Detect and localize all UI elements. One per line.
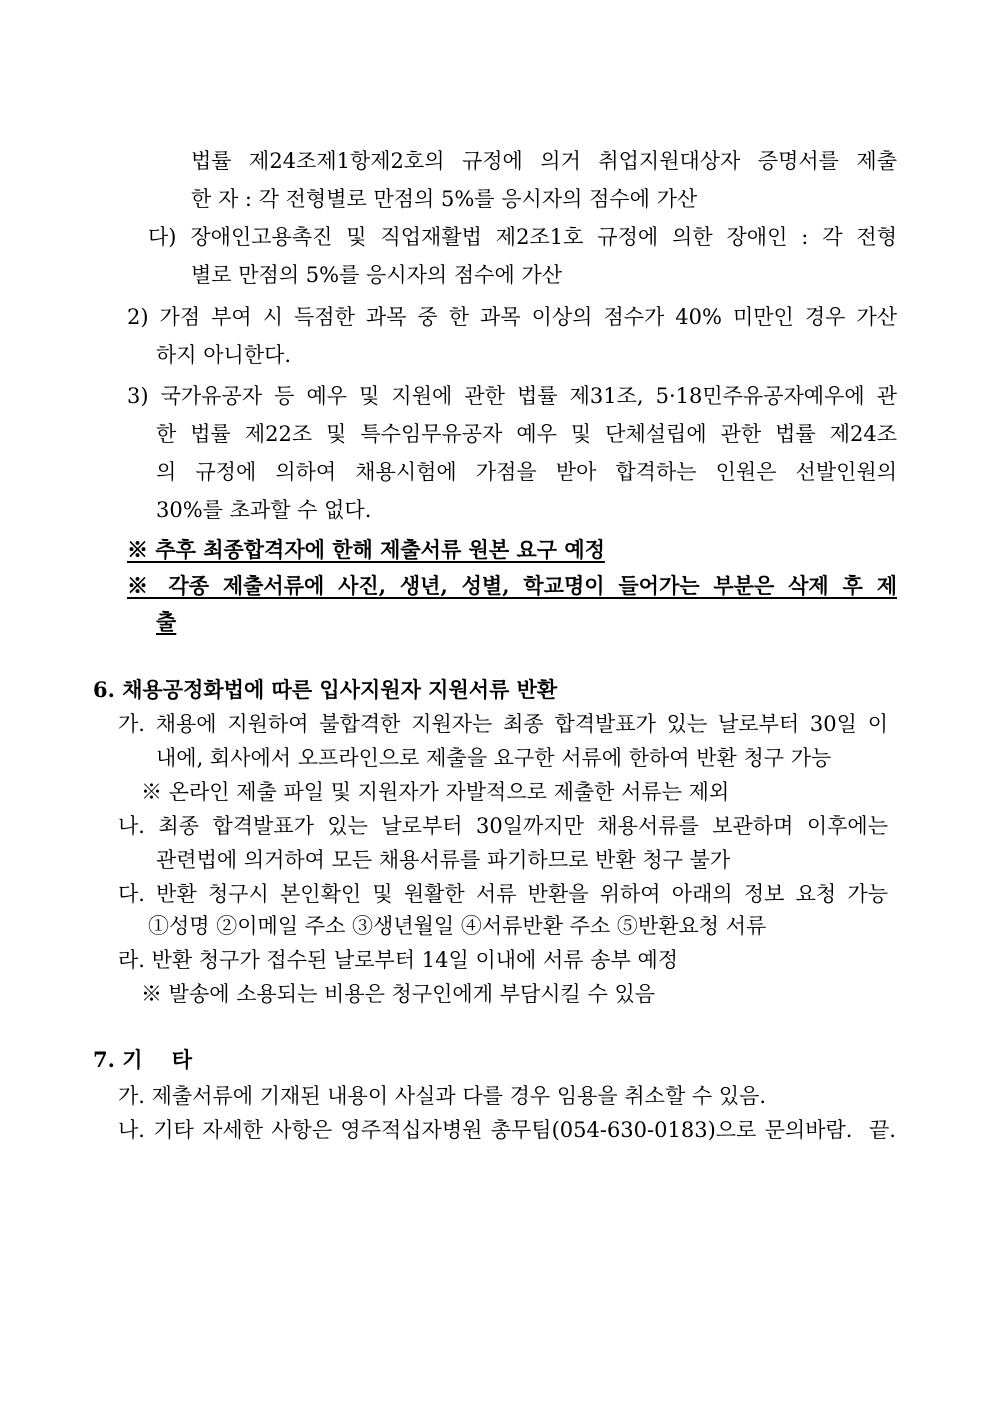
note-original-documents [127,535,605,565]
section6-heading: 6. 채용공정화법에 따른 입사지원자 지원서류 반환 [93,677,558,702]
section6-ra-note: ※ 발송에 소용되는 비용은 청구인에게 부담시킬 수 있음 [141,982,656,1006]
section7-heading: 7. 기 타 [93,1047,193,1072]
section7-na: 나. 기타 자세한 사항은 영주적십자병원 총무팀(054-630-0183)으로 문의바람. 끝. [118,1118,896,1142]
note-original-documents-text: ※ 추후 최종합격자에 한해 제출서류 원본 요구 예정 [127,537,605,562]
item3-line3: 의 규정에 의하여 채용시험에 가점을 받아 합격하는 인원은 선발인원의 [156,460,897,484]
item2-line1: 2) 가점 부여 시 득점한 과목 중 한 과목 이상의 점수가 40% 미만인 경우 가산 [127,305,897,329]
note-remove-personal-info-line2 [156,607,176,637]
section7-ga: 가. 제출서류에 기재된 내용이 사실과 다를 경우 임용을 취소할 수 있음. [118,1084,767,1108]
section6-ga-note: ※ 온라인 제출 파일 및 지원자가 자발적으로 제출한 서류는 제외 [141,780,730,804]
note-remove-personal-info-line2-text: 출 [156,609,177,634]
item1-b-cont-line1: 법률 제24조제1항제2호의 규정에 의거 취업지원대상자 증명서를 제출 [191,149,897,173]
item1-c-line1: 다) 장애인고용촉진 및 직업재활법 제2조1호 규정에 의한 장애인 : 각 전형 [148,225,897,249]
section6-da-line2: ①성명 ②이메일 주소 ③생년월일 ④서류반환 주소 ⑤반환요청 서류 [148,914,767,938]
section6-da-line1: 다. 반환 청구시 본인확인 및 원활한 서류 반환을 위하여 아래의 정보 요청 가능 [118,882,888,906]
item3-line4: 30%를 초과할 수 없다. [156,498,372,522]
item3-line1: 3) 국가유공자 등 예우 및 지원에 관한 법률 제31조, 5·18민주유공자예우에 관 [127,384,897,408]
note-remove-personal-info-line1: ※ 각종 제출서류에 사진, 생년, 성별, 학교명이 들어가는 부분은 삭제 후 제 [127,573,897,598]
section6-ra-line1: 라. 반환 청구가 접수된 날로부터 14일 이내에 서류 송부 예정 [118,948,679,972]
item2-line2: 하지 아니한다. [156,343,292,367]
section6-ga-line1: 가. 채용에 지원하여 불합격한 지원자는 최종 합격발표가 있는 날로부터 30일 이 [118,712,888,736]
item1-c-line2: 별로 만점의 5%를 응시자의 점수에 가산 [191,263,562,287]
section6-na-line2: 관련법에 의거하여 모든 채용서류를 파기하므로 반환 청구 불가 [156,848,731,872]
section6-ga-line2: 내에, 회사에서 오프라인으로 제출을 요구한 서류에 한하여 반환 청구 가능 [156,746,832,770]
section6-na-line1: 나. 최종 합격발표가 있는 날로부터 30일까지만 채용서류를 보관하며 이후에는 [118,814,888,838]
item1-b-cont-line2: 한 자 : 각 전형별로 만점의 5%를 응시자의 점수에 가산 [191,187,698,211]
item3-line2: 한 법률 제22조 및 특수임무유공자 예우 및 단체설립에 관한 법률 제24조 [156,422,897,446]
